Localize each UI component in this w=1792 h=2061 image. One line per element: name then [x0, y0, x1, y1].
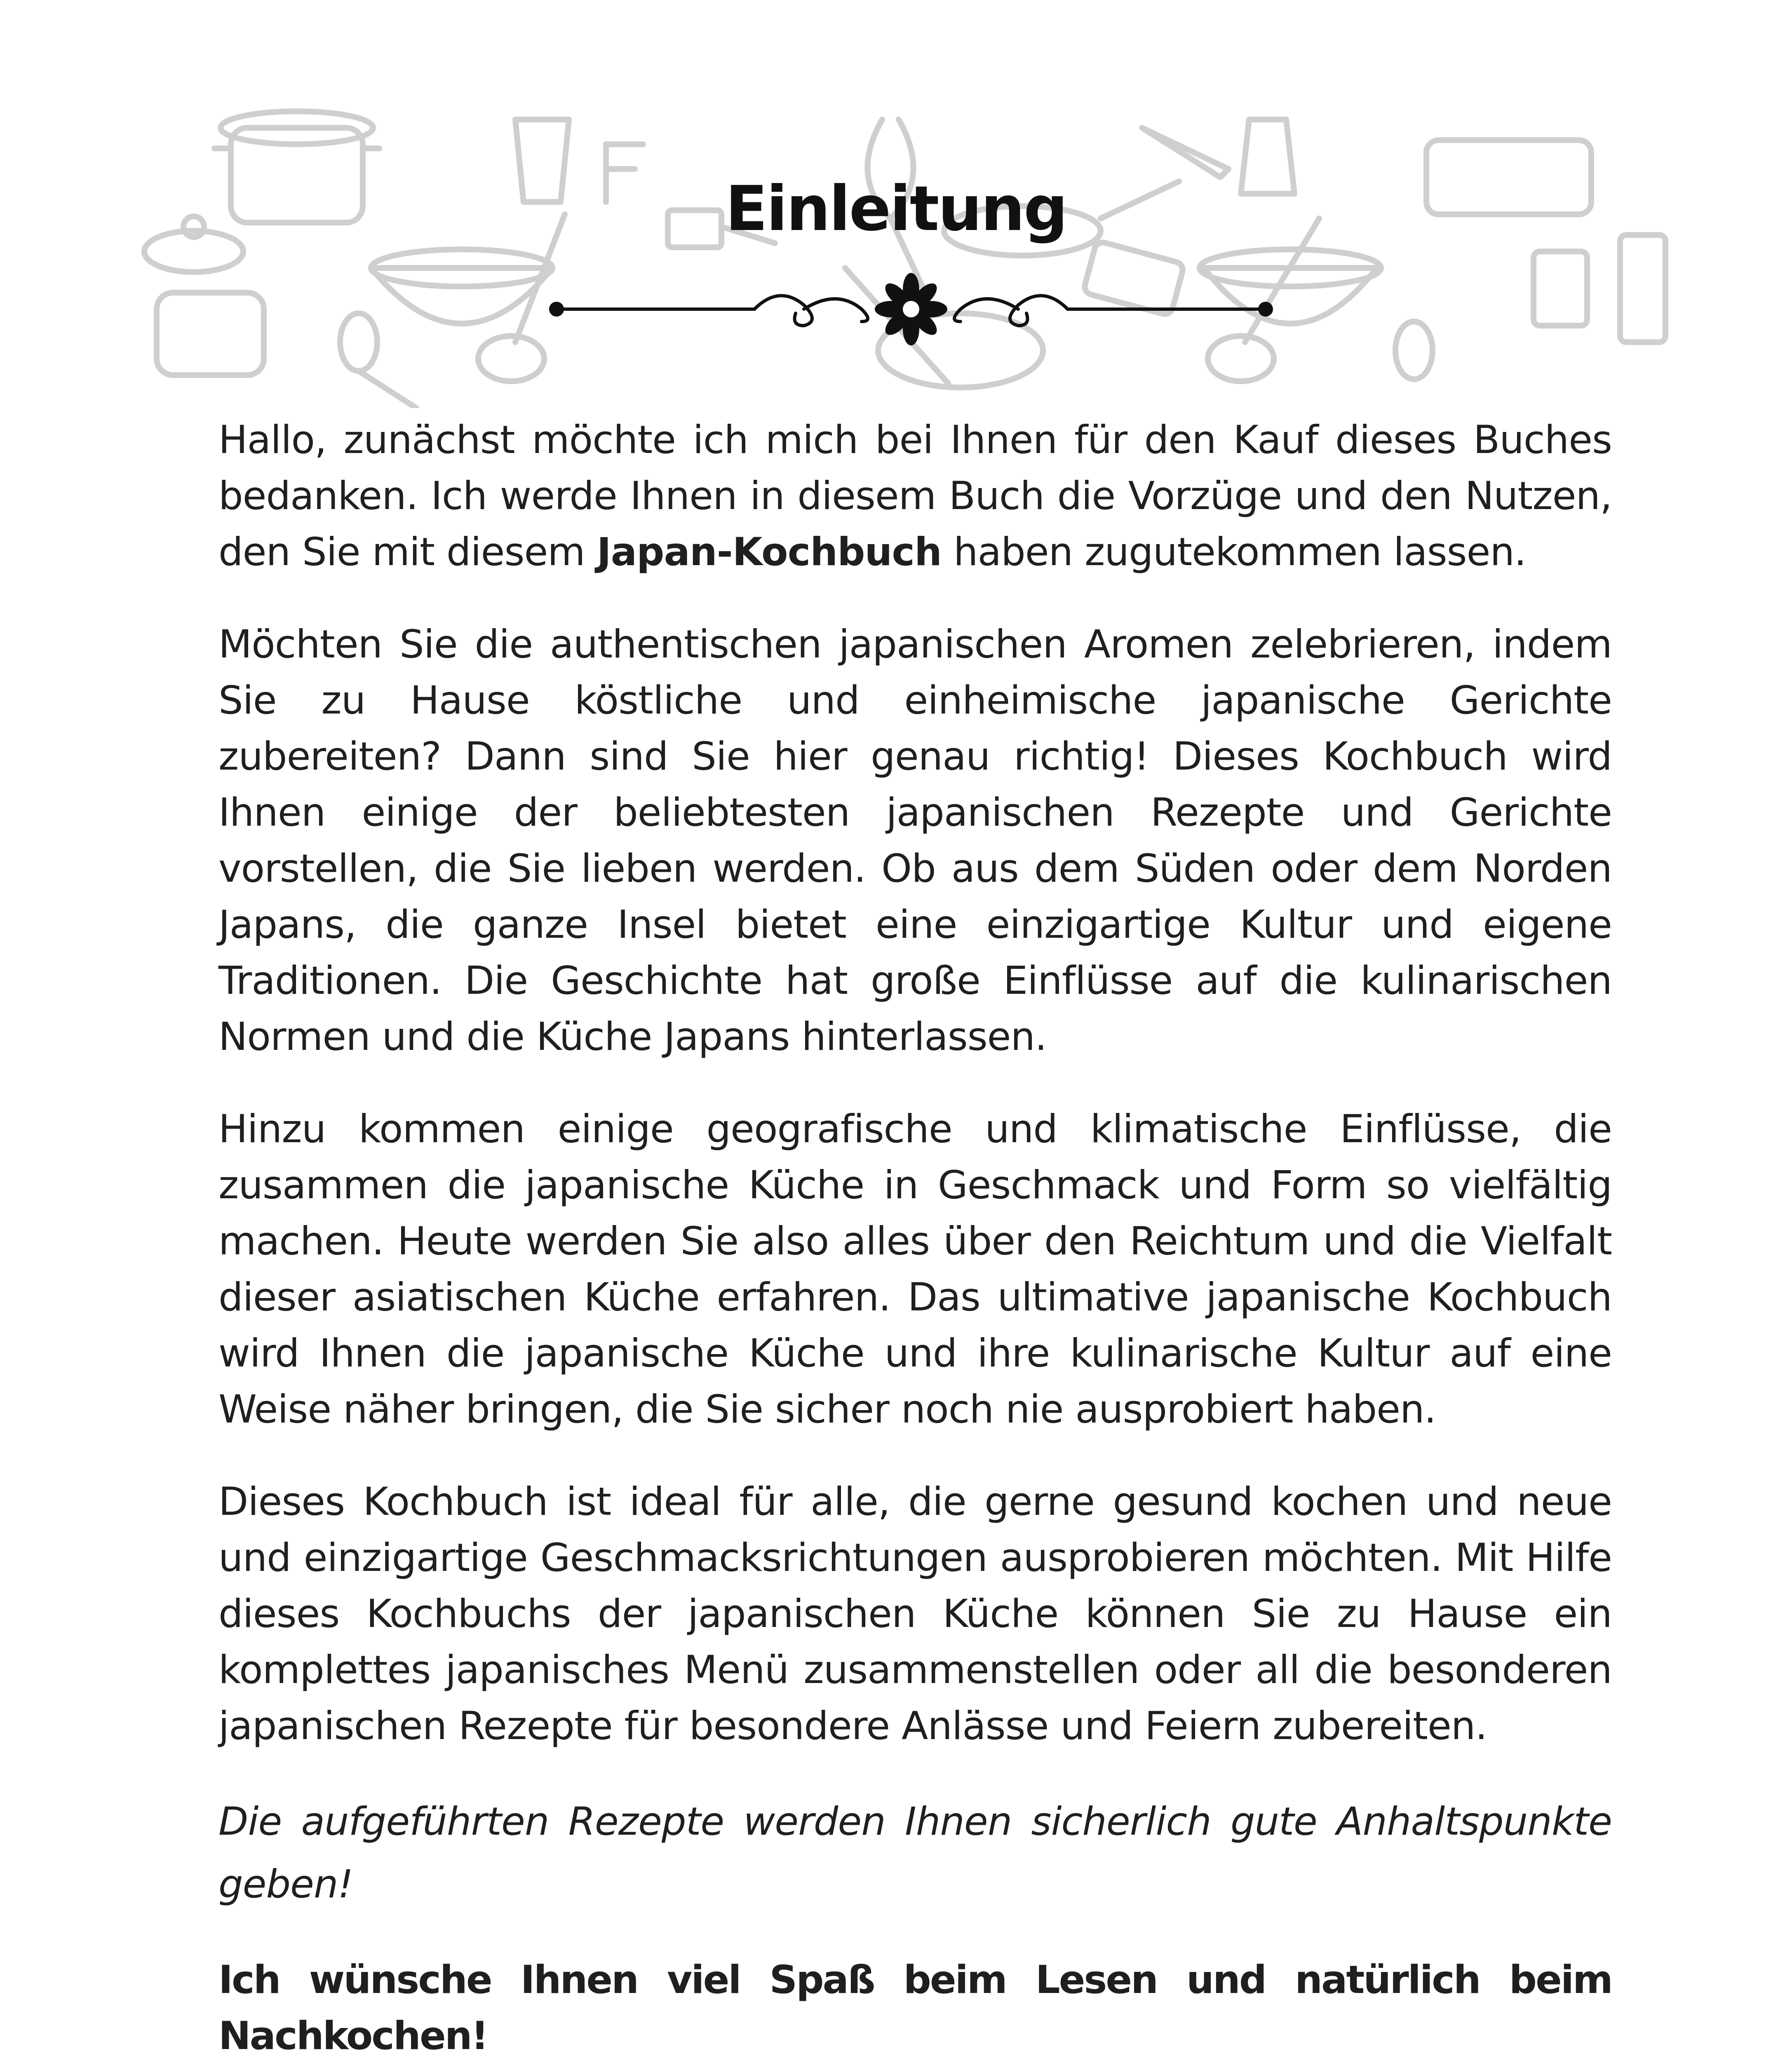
paragraph-3: Hinzu kommen einige geografische und klimatische Einflüsse, die zusammen die japanische Küche in Geschmack und Form so vielfältig machen. Heute werden Sie also alles über den Reichtum und die Vielfalt dieser asiatischen Küche erfahren. Das ultimative japanische Kochbuch wird Ihnen die japanische Küche und ihre kulinarische Kultur auf eine Weise näher bringen, die Sie sicher noch nie ausprobiert haben. — [218, 1107, 1612, 1432]
paragraph-italic: Die aufgeführten Rezepte werden Ihnen sicherlich gute Anhaltspunkte geben! — [218, 1799, 1612, 1907]
paragraph-1 — [218, 412, 1612, 580]
paragraph-1-end: haben zugutekommen lassen. — [942, 530, 1526, 575]
paragraph-1-start: Hallo, zunächst möchte ich mich bei Ihnen für den Kauf dieses Buches bedanken. Ich werde Ihnen in diesem Buch die Vorzüge und den Nutzen, den Sie mit diesem — [218, 418, 1612, 575]
paragraph-4: Dieses Kochbuch ist ideal für alle, die gerne gesund kochen und neue und einzigartige Geschmacksrichtungen ausprobieren möchten. Mit Hilfe dieses Kochbuchs der japanischen Küche können Sie zu Hause ein komplettes japanisches Menü zusammenstellen oder all die besonderen japanischen Rezepte für besondere Anlässe und Feiern zubereiten. — [218, 1479, 1612, 1749]
paragraph-closing: Ich wünsche Ihnen viel Spaß beim Lesen und natürlich beim Nachkochen! — [218, 1958, 1612, 2059]
page-title: Einleitung — [725, 173, 1067, 245]
kitchen-utensils-header-icon — [0, 95, 1792, 408]
paragraph-2: Möchten Sie die authentischen japanischen Aromen zelebrieren, indem Sie zu Hause köstliche und einheimische japanische Gerichte zubereiten? Dann sind Sie hier genau richtig! Dieses Kochbuch wird Ihnen einige der beliebtesten japanischen Rezepte und Gerichte vorstellen, die Sie lieben werden. Ob aus dem Süden oder dem Norden Japans, die ganze Insel bietet eine einzigartige Kultur und eigene Traditionen. Die Geschichte hat große Einflüsse auf die kulinarischen Normen und die Küche Japans hinterlassen. — [218, 622, 1612, 1059]
body-text — [218, 412, 1612, 2061]
flourish-divider-icon — [548, 272, 1274, 346]
book-name-bold: Japan-Kochbuch — [597, 530, 942, 575]
